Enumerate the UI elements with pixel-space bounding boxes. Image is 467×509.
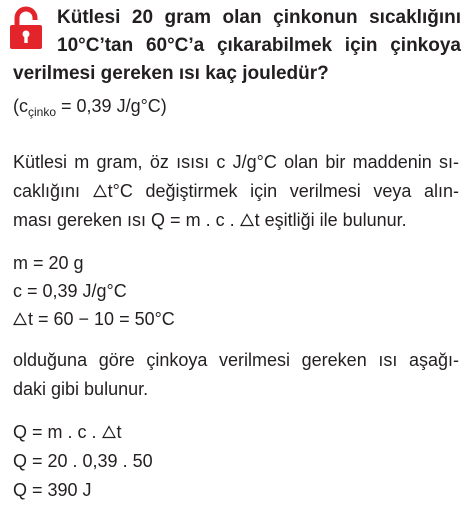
explanation-line-1: Kütlesi m gram, öz ısısı c J/g°C olan bir maddenin sı- — [13, 152, 459, 172]
value-m: m = 20 g — [13, 253, 84, 273]
explanation-paragraph — [13, 148, 459, 235]
delta-icon — [13, 312, 27, 326]
value-c: c = 0,39 J/g°C — [13, 281, 127, 301]
given-subscript: çinko — [28, 105, 57, 119]
given-rest: = 0,39 J/g°C) — [56, 96, 167, 116]
conclusion-paragraph — [13, 346, 459, 404]
explanation-line-2a: caklığını — [13, 181, 93, 201]
delta-icon — [93, 184, 107, 198]
explanation-line-3a: ması gereken ısı Q = m . c . — [13, 210, 240, 230]
formula-line-1 — [13, 419, 122, 445]
question-line-1: Kütlesi 20 gram olan çinkonun sıcaklığını — [57, 7, 461, 28]
explanation-line-3b: t eşitliği ile bulunur. — [254, 210, 407, 230]
value-dt-text: t = 60 − 10 = 50°C — [28, 309, 175, 329]
delta-icon — [102, 425, 116, 439]
formula-line-1-text: Q = m . c . — [13, 422, 102, 442]
question-line-2: 10°C’tan 60°C’a çıkarabilmek için çinkoya — [57, 35, 461, 56]
given-open: (c — [13, 96, 28, 116]
explanation-line-3 — [13, 206, 459, 235]
formula-line-2: Q = 20 . 0,39 . 50 — [13, 451, 153, 471]
explanation-line-2 — [13, 177, 459, 206]
formula-line-1-t: t — [116, 422, 122, 442]
question-text — [13, 4, 461, 88]
delta-icon — [240, 213, 254, 227]
formula-line-3: Q = 390 J — [13, 480, 92, 500]
question-line-3: verilmesi gereken ısı kaç jouledür? — [13, 63, 329, 84]
value-dt — [13, 306, 175, 332]
given-value — [13, 93, 167, 125]
conclusion-line-1: olduğuna göre çinkoya verilmesi gereken ısı aşağı- — [13, 350, 459, 370]
conclusion-line-2: daki gibi bulunur. — [13, 379, 149, 399]
explanation-line-2b: t°C değiştirmek için verilmesi veya alın- — [107, 181, 459, 201]
